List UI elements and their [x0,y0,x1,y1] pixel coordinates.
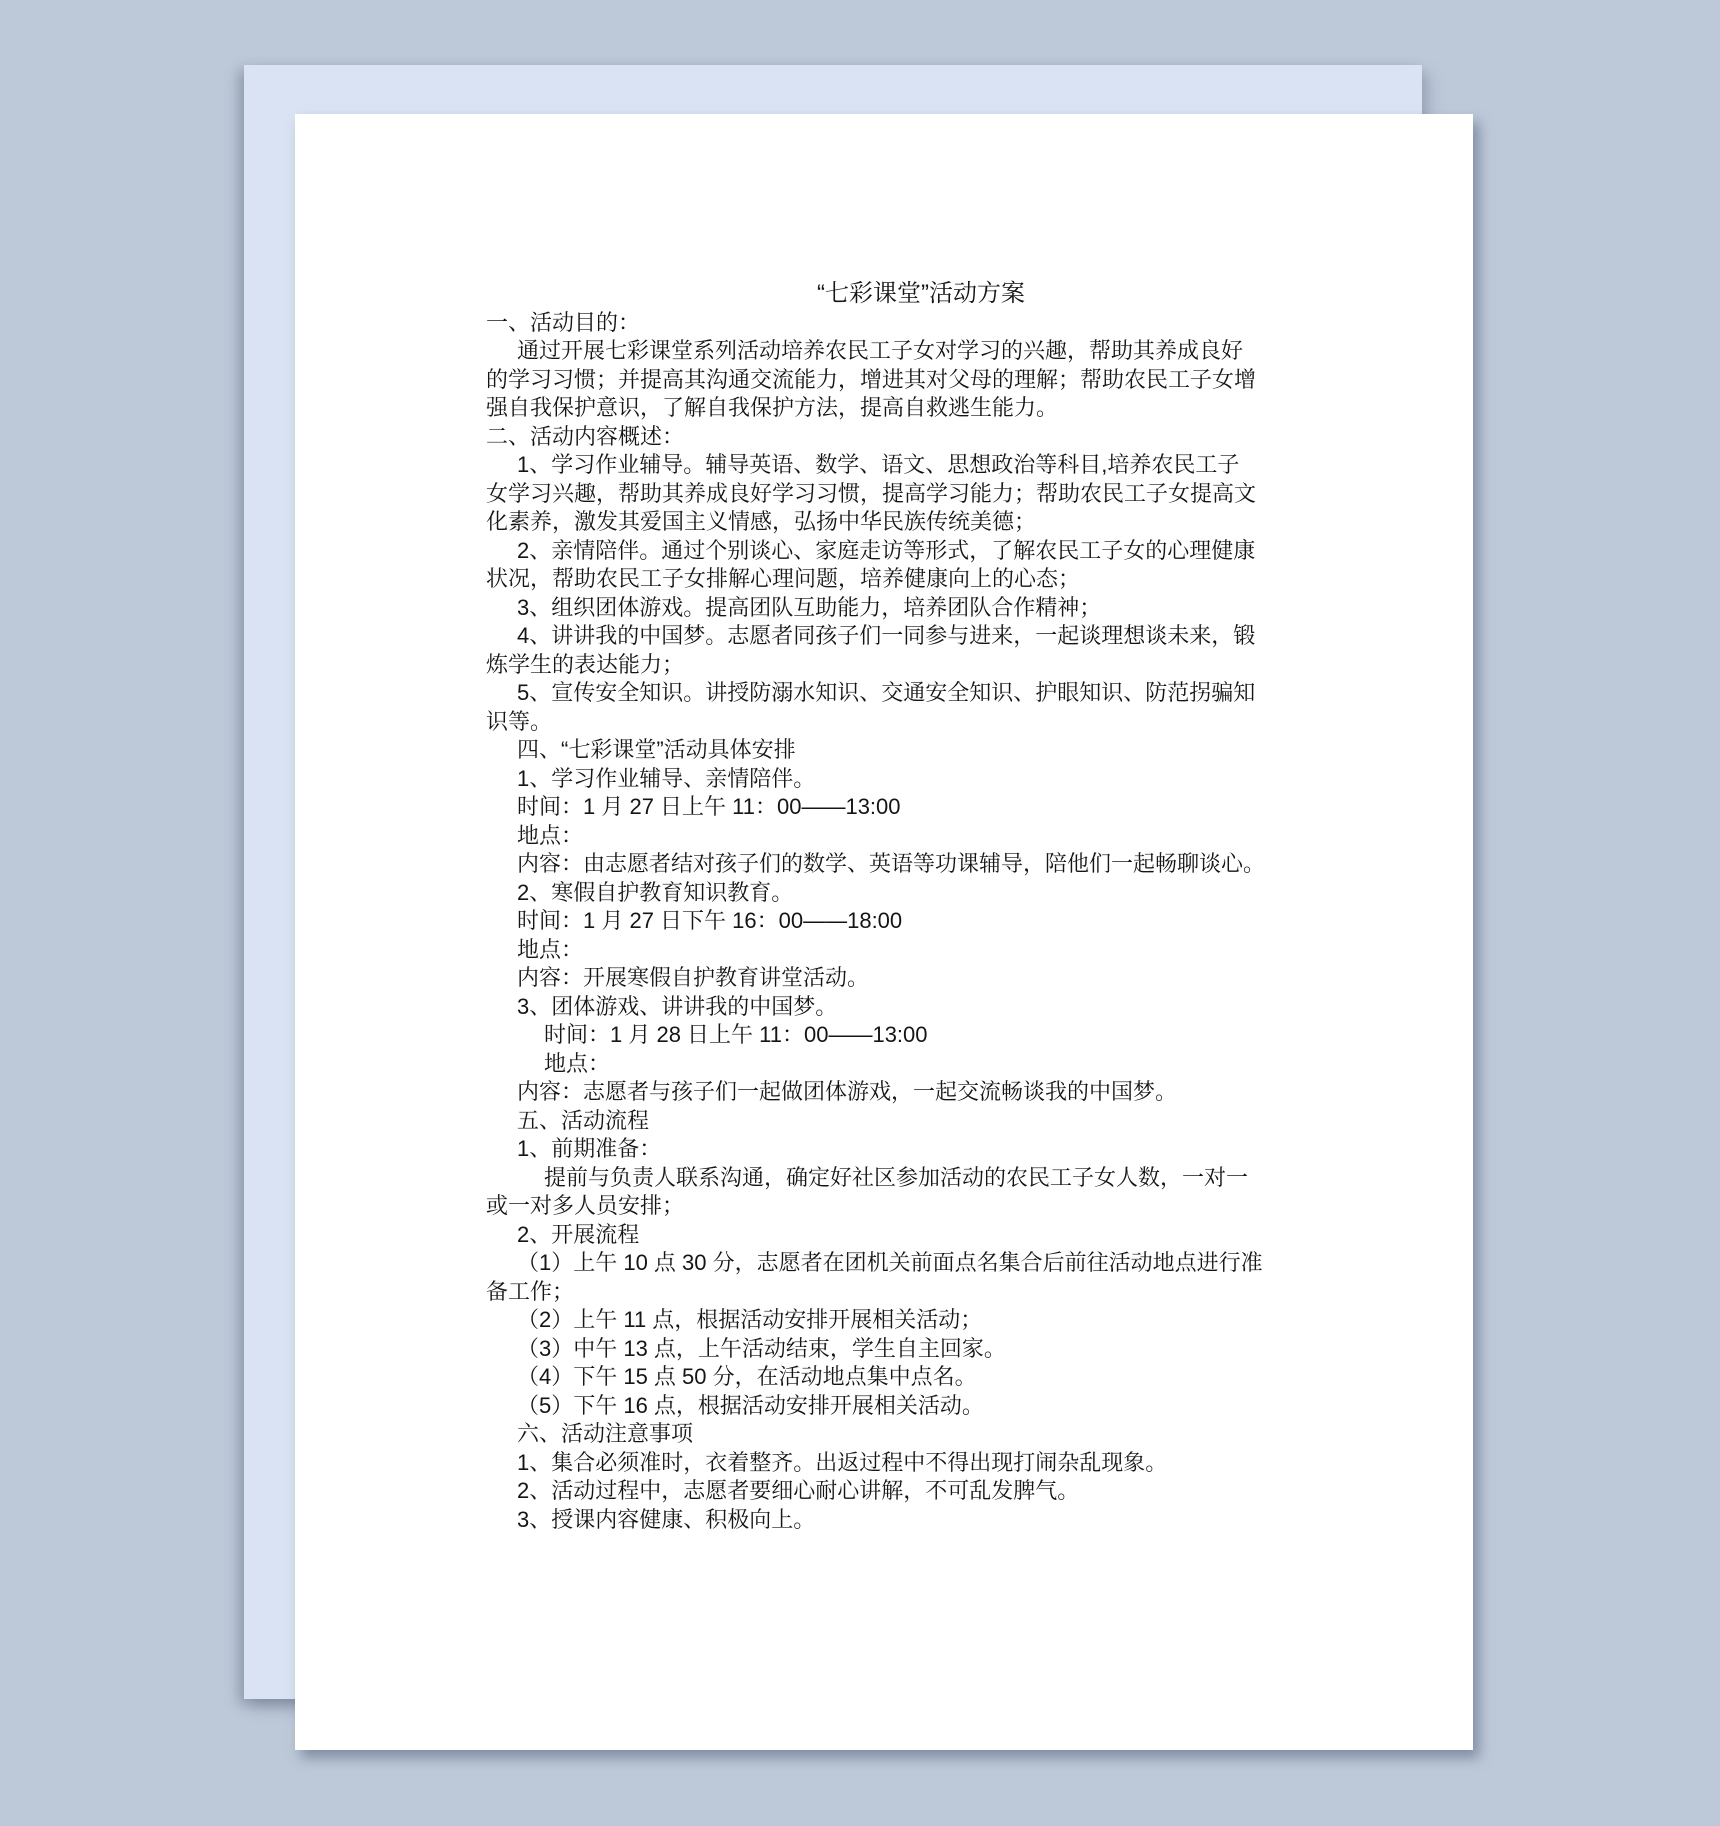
document-line: 地点： [517,936,584,962]
document-line: 2、开展流程 [517,1221,640,1247]
document-line: 四、“七彩课堂”活动具体安排 [517,737,796,762]
document-line: 3、组织团体游戏。提高团队互助能力，培养团队合作精神； [517,594,1102,620]
document-body [486,280,1286,1534]
document-line: 内容：开展寒假自护教育讲堂活动。 [517,965,870,990]
document-line: 六、活动注意事项 [517,1421,694,1446]
document-line: 5、宣传安全知识。讲授防溺水知识、交通安全知识、护眼知识、防范拐骗知 [517,680,1256,705]
document-line: 2、活动过程中，志愿者要细心耐心讲解，不可乱发脾气。 [517,1478,1080,1503]
document-line: 女学习兴趣，帮助其养成良好学习习惯，提高学习能力；帮助农民工子女提高文 [486,480,1257,506]
document-line: 提前与负责人联系沟通，确定好社区参加活动的农民工子女人数，一对一 [544,1164,1249,1190]
document-line: 强自我保护意识，了解自我保护方法，提高自救逃生能力。 [486,395,1059,420]
document-line: 状况，帮助农民工子女排解心理问题，培养健康向上的心态； [486,566,1081,591]
document-line: 的学习习惯；并提高其沟通交流能力，增进其对父母的理解；帮助农民工子女增 [486,366,1257,392]
document-line: 五、活动流程 [517,1107,650,1133]
document-line: 地点： [544,1050,611,1076]
document-line: 内容：由志愿者结对孩子们的数学、英语等功课辅导，陪他们一起畅聊谈心。 [517,851,1266,876]
document-line: 1、学习作业辅导、亲情陪伴。 [517,765,816,791]
document-line: （4）下午 15 点 50 分，在活动地点集中点名。 [517,1364,977,1389]
document-line: 备工作； [486,1278,575,1304]
document-title: “七彩课堂”活动方案 [817,280,1025,307]
document-line: （5）下午 16 点，根据活动安排开展相关活动。 [517,1392,984,1418]
document-line: 时间：1 月 27 日下午 16：00——18:00 [517,908,903,933]
document-line: 内容：志愿者与孩子们一起做团体游戏，一起交流畅谈我的中国梦。 [517,1079,1178,1104]
document-line: 4、讲讲我的中国梦。志愿者同孩子们一同参与进来，一起谈理想谈未来，锻 [517,623,1256,648]
document-line: 1、前期准备： [517,1136,662,1161]
document-line: 时间：1 月 28 日上午 11：00——13:00 [544,1022,928,1047]
document-line: 1、学习作业辅导。辅导英语、数学、语文、思想政治等科目,培养农民工子 [517,452,1240,477]
document-line: （3）中午 13 点，上午活动结束，学生自主回家。 [517,1335,1006,1361]
document-line: 3、团体游戏、讲讲我的中国梦。 [517,993,838,1019]
document-line: 2、寒假自护教育知识教育。 [517,879,794,905]
document-line: 通过开展七彩课堂系列活动培养农民工子女对学习的兴趣，帮助其养成良好 [517,338,1244,363]
document-lines [486,309,1286,1535]
document-line: 或一对多人员安排； [486,1193,685,1218]
document-line: 识等。 [486,708,553,734]
document-line: 一、活动目的： [486,309,641,335]
document-line: （1）上午 10 点 30 分，志愿者在团机关前面点名集合后前往活动地点进行准 [517,1250,1263,1275]
document-line: 二、活动内容概述： [486,423,685,449]
document-line: 炼学生的表达能力； [486,651,685,677]
document-line: 3、授课内容健康、积极向上。 [517,1506,816,1532]
document-line: 时间：1 月 27 日上午 11：00——13:00 [517,794,901,819]
document-line: 2、亲情陪伴。通过个别谈心、家庭走访等形式，了解农民工子女的心理健康 [517,537,1256,563]
document-line: 地点： [517,822,584,848]
document-line: （2）上午 11 点，根据活动安排开展相关活动； [517,1307,983,1332]
document-page [295,114,1473,1750]
document-line: 化素养，激发其爱国主义情感，弘扬中华民族传统美德； [486,509,1037,534]
document-line: 1、集合必须准时，衣着整齐。出返过程中不得出现打闹杂乱现象。 [517,1449,1168,1475]
